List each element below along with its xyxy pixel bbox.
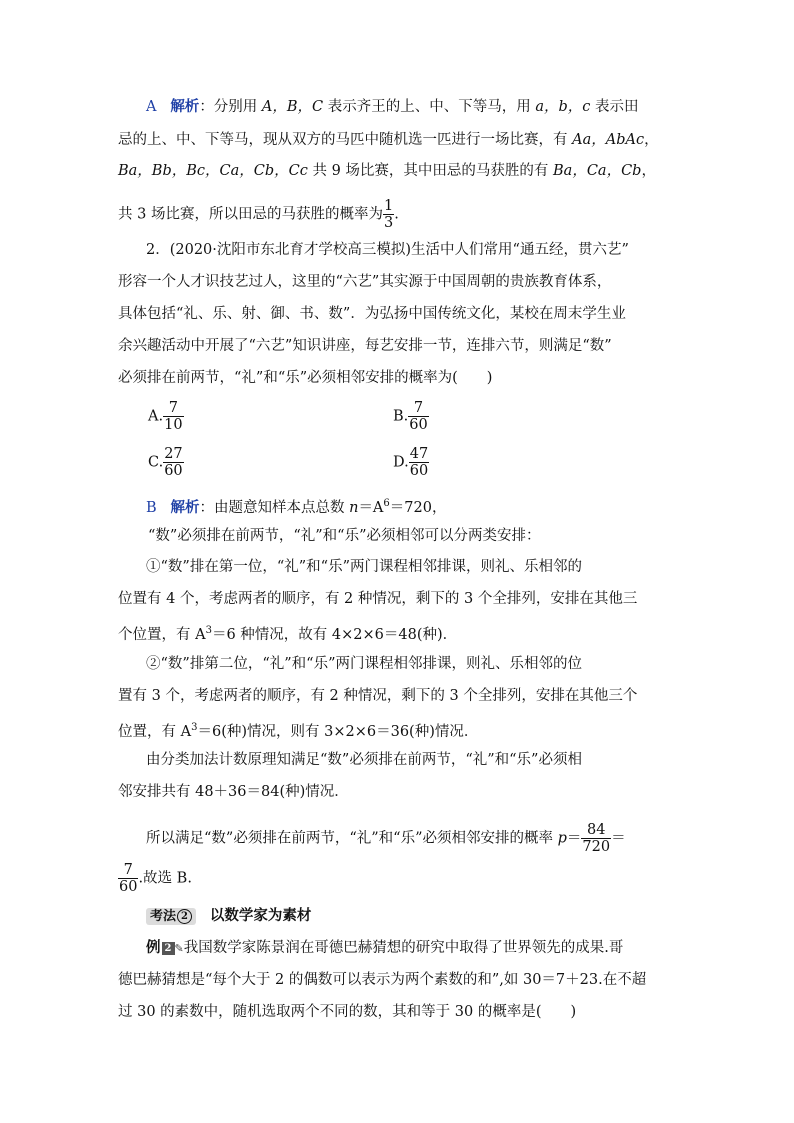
answer2-line1: B 解析：由题意知样本点总数 $n=A^6=720$， — [146, 498, 447, 516]
answer2-line5: 个位置，有 $A^3=6$ 种情况，故有 4×2×6＝48(种)． — [118, 625, 458, 643]
answer2-line4: 位置有 4 个，考虑两者的顺序，有 2 种情况，剩下的 3 个全排列，安排在其他三 — [118, 591, 638, 607]
answer1-line1: A 解析：分别用 A，B，C 表示齐王的上、中、下等马，用 a，b，c 表示田 — [146, 98, 639, 115]
answer2-line2: “数”必须排在前两节，“礼”和“乐”必须相邻可以分两类安排： — [148, 528, 541, 544]
example2-line2: 德巴赫猜想是“每个大于 2 的偶数可以表示为两个素数的和”,如 30＝7＋23.在不超 — [118, 972, 647, 988]
answer-letter-b: B — [146, 499, 157, 516]
answer2-line6: ②“数”排第二位，“礼”和“乐”两门课程相邻排课，则礼、乐相邻的位 — [146, 656, 582, 672]
section-heading — [146, 906, 311, 926]
q2-line4: 余兴趣活动中开展了“六艺”知识讲座，每艺安排一节，连排六节，则满足“数” — [118, 338, 612, 354]
answer2-line9: 由分类加法计数原理知满足“数”必须排在前两节，“礼”和“乐”必须相 — [146, 752, 582, 768]
example2-line1: 例 2 ✎我国数学家陈景润在哥德巴赫猜想的研究中取得了世界领先的成果.哥 — [146, 938, 623, 959]
answer1-line2: 忌的上、中、下等马，现从双方的马匹中随机选一匹进行一场比赛，有 Aa，AbAc， — [118, 132, 659, 148]
answer1-line3: Ba，Bb，Bc，Ca，Cb，Cc 共 9 场比赛，其中田忌的马获胜的有 Ba，Ca，Cb， — [118, 163, 656, 179]
answer2-line11: 所以满足“数”必须排在前两节，“礼”和“乐”必须相邻安排的概率 p＝ $\frac{84}{720}$ ＝ — [146, 822, 626, 855]
answer2-line12: $\frac{7}{60}$ .故选 B. — [119, 862, 192, 895]
answer2-line10: 邻安排共有 48＋36＝84(种)情况． — [118, 784, 349, 800]
answer2-line7: 置有 3 个，考虑两者的顺序，有 2 种情况，剩下的 3 个全排列，安排在其他三个 — [118, 688, 638, 704]
analysis-label: 解析 — [170, 498, 200, 516]
example-badge: 例 2 — [146, 939, 175, 956]
q2-line2: 形容一个人才识技艺过人，这里的“六艺”其实源于中国周朝的贵族教育体系， — [118, 274, 612, 290]
answer2-line8: 位置，有 $A^3=6$(种)情况，则有 3×2×6＝36(种)情况． — [118, 722, 479, 740]
section-title: 以数学家为素材 — [209, 907, 312, 924]
q2-line3: 具体包括“礼、乐、射、御、书、数”．为弘扬中国传统文化，某校在周末学生业 — [118, 306, 626, 322]
option-c: C. $\frac{27}{60}$ — [148, 446, 183, 479]
answer1-line4: 共 3 场比赛，所以田忌的马获胜的概率为 $\frac{1}{3}$ . — [118, 198, 399, 231]
option-a: A. $\frac{7}{10}$ — [148, 400, 183, 433]
option-b: B. $\frac{7}{60}$ — [393, 400, 428, 433]
answer-letter-a: A — [146, 99, 157, 115]
fraction: $\frac{1}{3}$ — [383, 198, 394, 231]
q2-line5: 必须排在前两节，“礼”和“乐”必须相邻安排的概率为( ) — [118, 370, 493, 386]
option-d: D. $\frac{47}{60}$ — [393, 446, 429, 479]
answer2-line3: ①“数”排在第一位，“礼”和“乐”两门课程相邻排课，则礼、乐相邻的 — [146, 559, 582, 575]
method-badge: 考法 2 — [146, 908, 196, 925]
q2-line1: 2．(2020·沈阳市东北育才学校高三模拟)生活中人们常用“通五经，贯六艺” — [146, 242, 629, 258]
example2-line3: 过 30 的素数中，随机选取两个不同的数，其和等于 30 的概率是( ) — [118, 1004, 577, 1020]
pen-icon: ✎ — [174, 942, 184, 955]
analysis-label: 解析 — [170, 98, 200, 115]
